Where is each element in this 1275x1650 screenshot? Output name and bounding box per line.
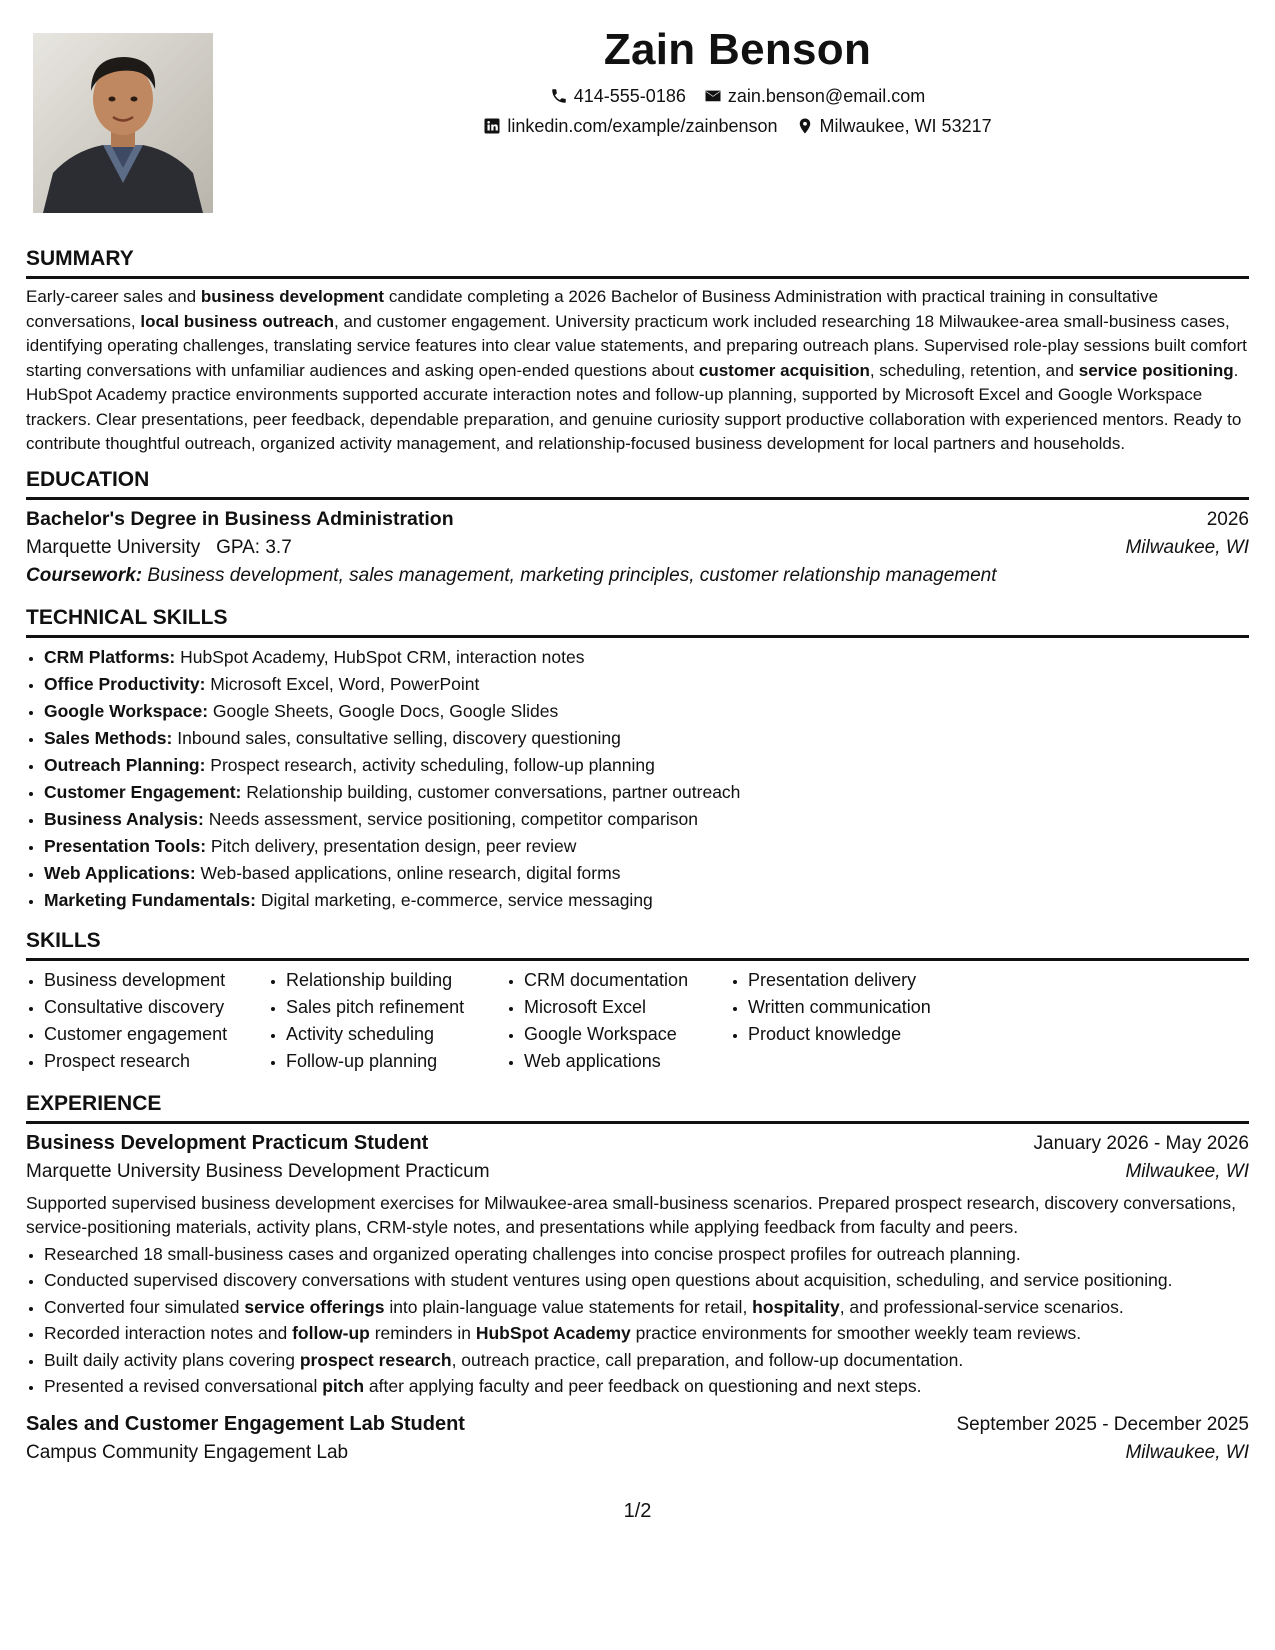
bullet-text: , and professional-service scenarios. bbox=[839, 1296, 1124, 1317]
technical-skill-label: Presentation Tools: bbox=[44, 835, 207, 856]
summary-text: . HubSpot Academy practice environments supported accurate interaction notes and follow-up planning, supported by Microsoft Excel and Google Workspace trackers. Clear presentations, peer feedback, dependable preparation, and genuine curiosity support productive collaboration with experienced mentors. Ready to contribute thoughtful outreach, organized activity management, and relationship-focused business development for local partners and households. bbox=[26, 360, 1242, 453]
school-name: Marquette University bbox=[26, 536, 201, 558]
skills-column bbox=[506, 967, 730, 1075]
skill-item: • Prospect research bbox=[44, 1048, 268, 1075]
skill-item: • Presentation delivery bbox=[748, 967, 988, 994]
experience-heading: EXPERIENCE bbox=[26, 1091, 1249, 1124]
resume-header bbox=[220, 22, 1255, 138]
technical-skill-item bbox=[44, 725, 1249, 752]
school-location: Milwaukee, WI bbox=[1125, 536, 1249, 558]
technical-skill-item bbox=[44, 644, 1249, 671]
map-pin-icon bbox=[796, 117, 814, 135]
bullet-text: Researched 18 small-business cases and organized operating challenges into concise prospect profiles for outreach planning. bbox=[44, 1243, 1021, 1264]
bullet-text: Converted four simulated bbox=[44, 1296, 245, 1317]
skill-item: • Relationship building bbox=[286, 967, 506, 994]
degree-title: Bachelor's Degree in Business Administration bbox=[26, 507, 454, 530]
technical-skill-label: Marketing Fundamentals: bbox=[44, 889, 256, 910]
technical-skill-label: Outreach Planning: bbox=[44, 754, 206, 775]
job-bullet bbox=[44, 1268, 1249, 1293]
skill-item: • Sales pitch refinement bbox=[286, 994, 506, 1021]
coursework-list: Business development, sales management, marketing principles, customer relationship management bbox=[142, 564, 997, 586]
linkedin-contact[interactable] bbox=[483, 114, 777, 138]
skills-column bbox=[26, 967, 268, 1075]
technical-skill-label: Sales Methods: bbox=[44, 727, 173, 748]
technical-skills-heading: TECHNICAL SKILLS bbox=[26, 605, 1249, 638]
phone-number: 414-555-0186 bbox=[573, 86, 686, 106]
bullet-text: practice environments for smoother weekly team reviews. bbox=[630, 1323, 1082, 1343]
phone-contact[interactable] bbox=[550, 84, 686, 108]
bullet-text: Built daily activity plans covering bbox=[44, 1349, 300, 1370]
coursework-label: Coursework: bbox=[26, 564, 143, 586]
profile-photo bbox=[33, 33, 213, 213]
technical-skill-item bbox=[44, 806, 1249, 833]
job-organization: Marquette University Business Development Practicum bbox=[26, 1160, 490, 1182]
technical-skill-value: Microsoft Excel, Word, PowerPoint bbox=[205, 673, 480, 694]
summary-text: , scheduling, retention, and bbox=[869, 360, 1079, 380]
bullet-bold: pitch bbox=[322, 1376, 365, 1396]
candidate-name: Zain Benson bbox=[603, 25, 872, 74]
job-bullets bbox=[26, 1242, 1249, 1399]
bullet-bold: prospect research bbox=[299, 1349, 452, 1370]
summary-text: , and customer engagement. University practicum work included researching 18 Milwaukee-area small-business cases, identifying operating challenges, translating service features into clear value statements, and preparing outreach plans. Supervised role-play sessions built comfort starting conversations with unfamiliar audiences and asking open-ended questions about bbox=[26, 311, 1247, 380]
bullet-bold: service offerings bbox=[244, 1296, 385, 1317]
skill-item: • Activity scheduling bbox=[286, 1021, 506, 1048]
skills-heading: SKILLS bbox=[26, 928, 1249, 961]
summary-bold: business development bbox=[200, 287, 385, 306]
job-header-row bbox=[26, 1132, 1249, 1155]
skill-item: • CRM documentation bbox=[524, 967, 730, 994]
email-contact[interactable] bbox=[704, 84, 925, 108]
technical-skill-label: Customer Engagement: bbox=[44, 781, 242, 802]
skill-item: • Google Workspace bbox=[524, 1021, 730, 1048]
summary-text bbox=[26, 285, 1249, 457]
technical-skill-value: Digital marketing, e-commerce, service messaging bbox=[255, 889, 653, 910]
summary-bold: local business outreach bbox=[140, 311, 335, 331]
contact-line-2 bbox=[220, 114, 1255, 138]
technical-skill-item bbox=[44, 887, 1249, 914]
skill-item: • Product knowledge bbox=[748, 1021, 988, 1048]
summary-bold: customer acquisition bbox=[698, 360, 870, 380]
contact-line-1 bbox=[220, 84, 1255, 108]
education-heading: EDUCATION bbox=[26, 467, 1249, 500]
technical-skill-label: Web Applications: bbox=[44, 862, 196, 883]
job-subheader-row bbox=[26, 1442, 1249, 1464]
job-organization: Campus Community Engagement Lab bbox=[26, 1441, 349, 1463]
job-bullet bbox=[44, 1374, 1249, 1399]
skill-item: • Consultative discovery bbox=[44, 994, 268, 1021]
email-address: zain.benson@email.com bbox=[727, 86, 926, 106]
education-entry bbox=[26, 508, 1249, 587]
location-contact bbox=[796, 114, 992, 138]
technical-skill-item bbox=[44, 752, 1249, 779]
bullet-text: reminders in bbox=[369, 1323, 476, 1343]
job-dates: January 2026 - May 2026 bbox=[1033, 1132, 1249, 1154]
technical-skills-list bbox=[26, 644, 1249, 914]
portrait-image bbox=[33, 33, 213, 213]
technical-skill-label: Business Analysis: bbox=[44, 808, 204, 829]
technical-skill-value: Web-based applications, online research, digital forms bbox=[195, 862, 621, 883]
page-number: 1/2 bbox=[623, 1500, 652, 1522]
bullet-text: Presented a revised conversational bbox=[44, 1376, 323, 1396]
location-text: Milwaukee, WI 53217 bbox=[819, 116, 992, 136]
bullet-text: , outreach practice, call preparation, and follow-up documentation. bbox=[451, 1349, 964, 1370]
resume-body bbox=[26, 246, 1249, 1464]
bullet-bold: hospitality bbox=[752, 1296, 840, 1317]
bullet-bold: HubSpot Academy bbox=[475, 1323, 631, 1343]
technical-skill-value: Relationship building, customer conversations, partner outreach bbox=[241, 781, 741, 802]
job-bullet bbox=[44, 1321, 1249, 1346]
skill-item: • Customer engagement bbox=[44, 1021, 268, 1048]
summary-heading: SUMMARY bbox=[26, 246, 1249, 279]
summary-text: Early-career sales and bbox=[26, 287, 201, 306]
bullet-text: into plain-language value statements for retail, bbox=[384, 1296, 753, 1317]
experience-list bbox=[26, 1132, 1249, 1464]
technical-skill-item bbox=[44, 698, 1249, 725]
technical-skill-value: Pitch delivery, presentation design, peer review bbox=[206, 835, 577, 856]
technical-skill-label: CRM Platforms: bbox=[44, 646, 176, 667]
bullet-text: Conducted supervised discovery conversations with student ventures using open questions about acquisition, scheduling, and service positioning. bbox=[44, 1270, 1173, 1290]
job-header-row bbox=[26, 1413, 1249, 1436]
bullet-text: Recorded interaction notes and bbox=[44, 1323, 293, 1343]
job-bullet bbox=[44, 1242, 1249, 1267]
job-subheader-row bbox=[26, 1161, 1249, 1183]
coursework bbox=[26, 565, 1249, 587]
job-title: Business Development Practicum Student bbox=[26, 1131, 429, 1154]
skills-column bbox=[268, 967, 506, 1075]
envelope-icon bbox=[704, 87, 722, 105]
technical-skill-value: Google Sheets, Google Docs, Google Slides bbox=[208, 700, 559, 721]
technical-skill-value: Prospect research, activity scheduling, follow-up planning bbox=[205, 754, 655, 775]
skill-item: • Business development bbox=[44, 967, 268, 994]
job-location: Milwaukee, WI bbox=[1125, 1160, 1249, 1182]
phone-icon bbox=[550, 87, 568, 105]
linkedin-icon bbox=[483, 117, 501, 135]
skills-grid bbox=[26, 967, 1249, 1075]
skills-column bbox=[730, 967, 988, 1075]
technical-skill-label: Google Workspace: bbox=[44, 700, 209, 721]
technical-skill-item bbox=[44, 671, 1249, 698]
job-entry bbox=[26, 1132, 1249, 1399]
technical-skill-value: HubSpot Academy, HubSpot CRM, interaction notes bbox=[175, 646, 585, 667]
skill-item: • Web applications bbox=[524, 1048, 730, 1075]
technical-skill-item bbox=[44, 860, 1249, 887]
bullet-bold: follow-up bbox=[292, 1323, 370, 1343]
technical-skill-label: Office Productivity: bbox=[44, 673, 206, 694]
skill-item: • Follow-up planning bbox=[286, 1048, 506, 1075]
job-description: Supported supervised business development exercises for Milwaukee-area small-business scenarios. Prepared prospect research, discovery conversations, service-positioning materials, activity plans, CRM-style notes, and presentations while applying feedback from faculty and peers. bbox=[26, 1192, 1237, 1237]
graduation-year: 2026 bbox=[1206, 508, 1249, 530]
job-bullet bbox=[44, 1295, 1249, 1320]
technical-skill-value: Inbound sales, consultative selling, discovery questioning bbox=[172, 727, 621, 748]
summary-bold: service positioning bbox=[1078, 360, 1234, 380]
job-title: Sales and Customer Engagement Lab Student bbox=[26, 1412, 465, 1435]
linkedin-url: linkedin.com/example/zainbenson bbox=[507, 116, 778, 136]
summary-text: candidate completing a 2026 Bachelor of Business Administration with practical training in consultative conversations, bbox=[26, 287, 1159, 331]
job-location: Milwaukee, WI bbox=[1125, 1441, 1249, 1463]
technical-skill-item bbox=[44, 833, 1249, 860]
skill-item: • Microsoft Excel bbox=[524, 994, 730, 1021]
job-bullet bbox=[44, 1348, 1249, 1373]
technical-skill-item bbox=[44, 779, 1249, 806]
bullet-text: after applying faculty and peer feedback on questioning and next steps. bbox=[364, 1376, 922, 1396]
technical-skill-value: Needs assessment, service positioning, competitor comparison bbox=[203, 808, 698, 829]
job-dates: September 2025 - December 2025 bbox=[956, 1413, 1249, 1435]
job-entry bbox=[26, 1413, 1249, 1464]
gpa: GPA: 3.7 bbox=[216, 536, 292, 558]
skill-item: • Written communication bbox=[748, 994, 988, 1021]
